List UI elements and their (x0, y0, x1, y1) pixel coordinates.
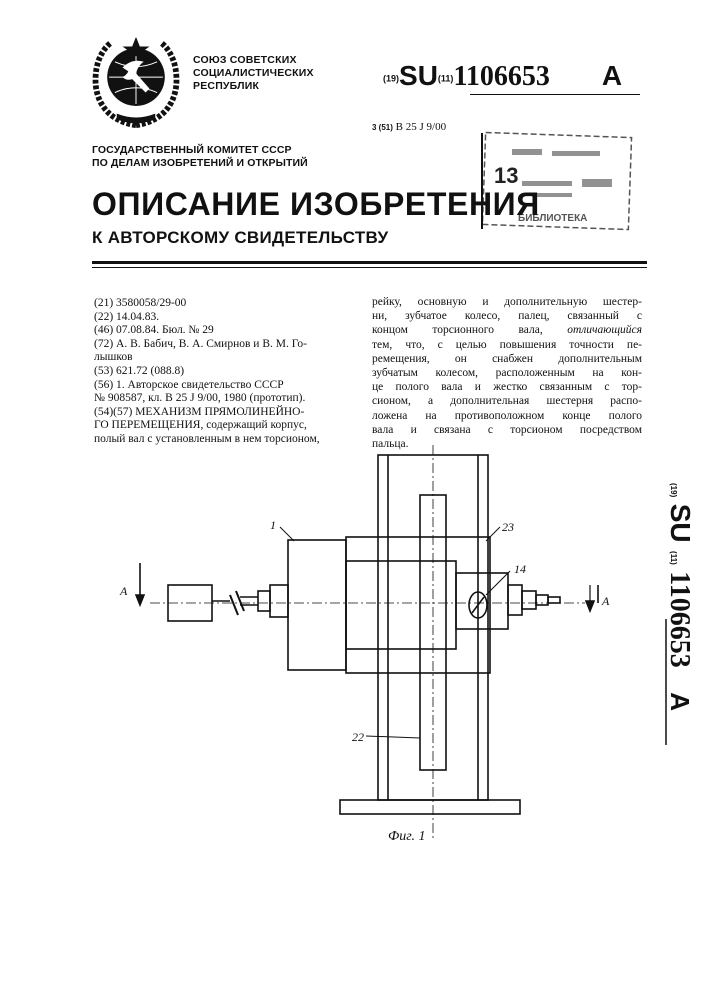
label-part-14: 14 (514, 562, 526, 576)
figure-caption: Фиг. 1 (388, 829, 426, 844)
claim-text (372, 295, 642, 451)
claim-line-part: концом торсионного вала, (372, 324, 543, 337)
side-country: SU (665, 503, 696, 543)
side-number: 1106653 (664, 571, 695, 668)
biblio-line: лышков (94, 351, 133, 364)
kind-code: A (601, 60, 623, 91)
biblio-line: (53) 621.72 (088.8) (94, 364, 185, 377)
ipc-code: B 25 J 9/00 (395, 121, 447, 133)
biblio-line: полый вал с установленным в нем торсионом, (94, 432, 320, 445)
biblio-line: (56) 1. Авторское свидетельство СССР (94, 378, 284, 391)
svg-text:(19) SU (11) (664, 483, 696, 711)
side-kind: A (665, 692, 695, 711)
label-part-1: 1 (270, 518, 276, 532)
biblio-line: (46) 07.08.84. Бюл. № 29 (94, 324, 214, 337)
side-code-11: (11) (669, 551, 678, 565)
code-19: (19) (383, 73, 400, 84)
biblio-line: (22) 14.04.83. (94, 310, 160, 323)
committee-name (92, 144, 308, 170)
bibliographic-data (94, 297, 364, 447)
housing-1 (288, 540, 346, 670)
label-part-22: 22 (352, 730, 364, 744)
claim-line: пальца. (372, 438, 409, 451)
side-document-number (640, 483, 696, 798)
claim-line: сионом, а дополнительная шестерня распо- (372, 395, 642, 408)
patent-number: 1106653 (453, 61, 550, 92)
claim-line: тем, что, с целью повышения точности пе- (372, 338, 642, 351)
ipc-prefix: 3 (51) (372, 123, 393, 132)
stamp-library-label: БИБЛИОТЕКА (518, 213, 588, 224)
country-code: SU (399, 60, 438, 91)
header-rule-thin (92, 267, 647, 268)
stamp-number: 13 (494, 163, 519, 188)
committee-line: ПО ДЕЛАМ ИЗОБРЕТЕНИЙ И ОТКРЫТИЙ (92, 157, 308, 169)
claim-line: рейку, основную и дополнительную шестер- (372, 296, 642, 308)
claim-line: ни, зубчатое колесо, палец, связанный с (372, 310, 642, 323)
technical-drawing (90, 445, 610, 850)
biblio-line: (21) 3580058/29-00 (94, 297, 187, 309)
claim-line: ремещения, он снабжен дополнительным (372, 352, 642, 365)
label-part-23: 23 (502, 520, 514, 534)
biblio-line: ГО ПЕРЕМЕЩЕНИЯ, содержащий корпус, (94, 419, 307, 432)
union-line: РЕСПУБЛИК (193, 80, 260, 92)
biblio-line: (54)(57) МЕХАНИЗМ ПРЯМОЛИНЕЙНО- (94, 405, 305, 418)
biblio-line: № 908587, кл. В 25 J 9/00, 1980 (прототип). (94, 392, 306, 405)
label-section-right: A (602, 594, 610, 608)
document-number (383, 60, 622, 93)
claim-line (372, 323, 642, 337)
claim-emphasis: отличающийся (567, 324, 642, 337)
claim-line: зубчатым колесом, расположенным на кон- (372, 367, 642, 380)
ussr-emblem-icon (88, 33, 184, 129)
union-line: СОЮЗ СОВЕТСКИХ (193, 54, 297, 66)
base-plate (340, 800, 520, 814)
header-rule-thick (92, 261, 647, 264)
document-title: ОПИСАНИЕ ИЗОБРЕТЕНИЯ (92, 186, 540, 222)
label-section-left: A (120, 584, 128, 598)
ipc-class (372, 121, 446, 133)
number-underline (470, 94, 640, 95)
biblio-line: (72) А. В. Бабич, В. А. Смирнов и В. М. Го- (94, 337, 307, 350)
union-line: СОЦИАЛИСТИЧЕСКИХ (193, 67, 314, 79)
code-11: (11) (437, 73, 454, 84)
union-name (193, 54, 314, 93)
claim-line: вала и связана с торсионом посредством (372, 423, 642, 436)
side-code-19: (19) (669, 483, 678, 498)
committee-line: ГОСУДАРСТВЕННЫЙ КОМИТЕТ СССР (92, 144, 292, 156)
claim-line: це полого вала и жестко связанным с тор- (372, 381, 642, 394)
claim-line: ложена на противоположном конце полого (372, 409, 642, 422)
document-subtitle: К АВТОРСКОМУ СВИДЕТЕЛЬСТВУ (92, 228, 389, 247)
